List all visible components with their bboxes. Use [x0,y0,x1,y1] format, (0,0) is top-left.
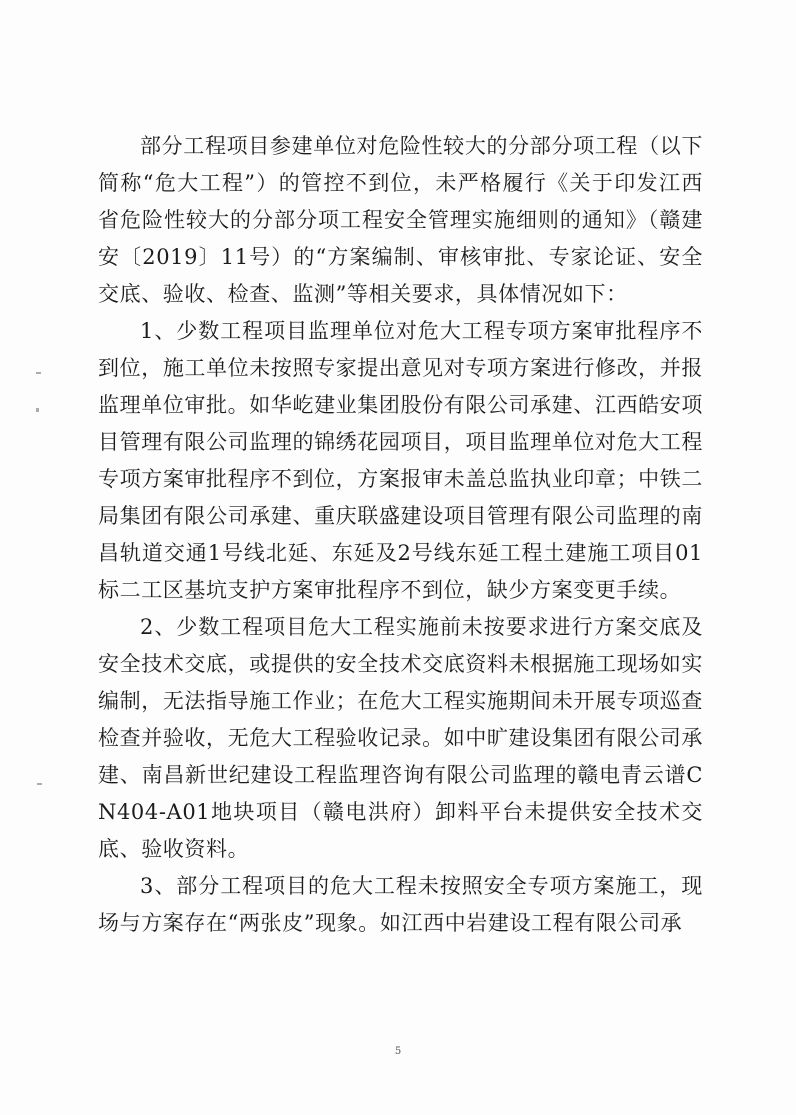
item-2-paragraph: 2、少数工程项目危大工程实施前未按要求进行方案交底及安全技术交底，或提供的安全技术交底资料未根据施工现场如实编制，无法指导施工作业；在危大工程实施期间未开展专项巡查检查并验收，无危大工程验收记录。如中旷建设集团有限公司承建、南昌新世纪建设工程监理咨询有限公司监理的赣电青云谱CN404-A01地块项目（赣电洪府）卸料平台未提供安全技术交底、验收资料。 [98,615,703,861]
intro-paragraph: 部分工程项目参建单位对危险性较大的分部分项工程（以下简称“危大工程”）的管控不到位，未严格履行《关于印发江西省危险性较大的分部分项工程安全管理实施细则的通知》（赣建安〔2019〕11号）的“方案编制、审核审批、专家论证、安全交底、验收、检查、监测”等相关要求，具体情况如下： [98,134,703,306]
scan-speck [37,783,42,785]
item-1-paragraph: 1、少数工程项目监理单位对危大工程专项方案审批程序不到位，施工单位未按照专家提出意见对专项方案进行修改，并报监理单位审批。如华屹建业集团股份有限公司承建、江西皓安项目管理有限公司监理的锦绣花园项目，项目监理单位对危大工程专项方案审批程序不到位，方案报审未盖总监执业印章；中铁二局集团有限公司承建、重庆联盛建设项目管理有限公司监理的南昌轨道交通1号线北延、东延及2号线东延工程土建施工项目01标二工区基坑支护方案审批程序不到位，缺少方案变更手续。 [98,319,703,602]
document-body [98,128,703,942]
item-3-paragraph: 3、部分工程项目的危大工程未按照安全专项方案施工，现场与方案存在“两张皮”现象。如江西中岩建设工程有限公司承 [98,874,703,935]
scan-speck [36,408,39,412]
page-number: 5 [394,1046,402,1057]
scan-speck [36,372,41,374]
